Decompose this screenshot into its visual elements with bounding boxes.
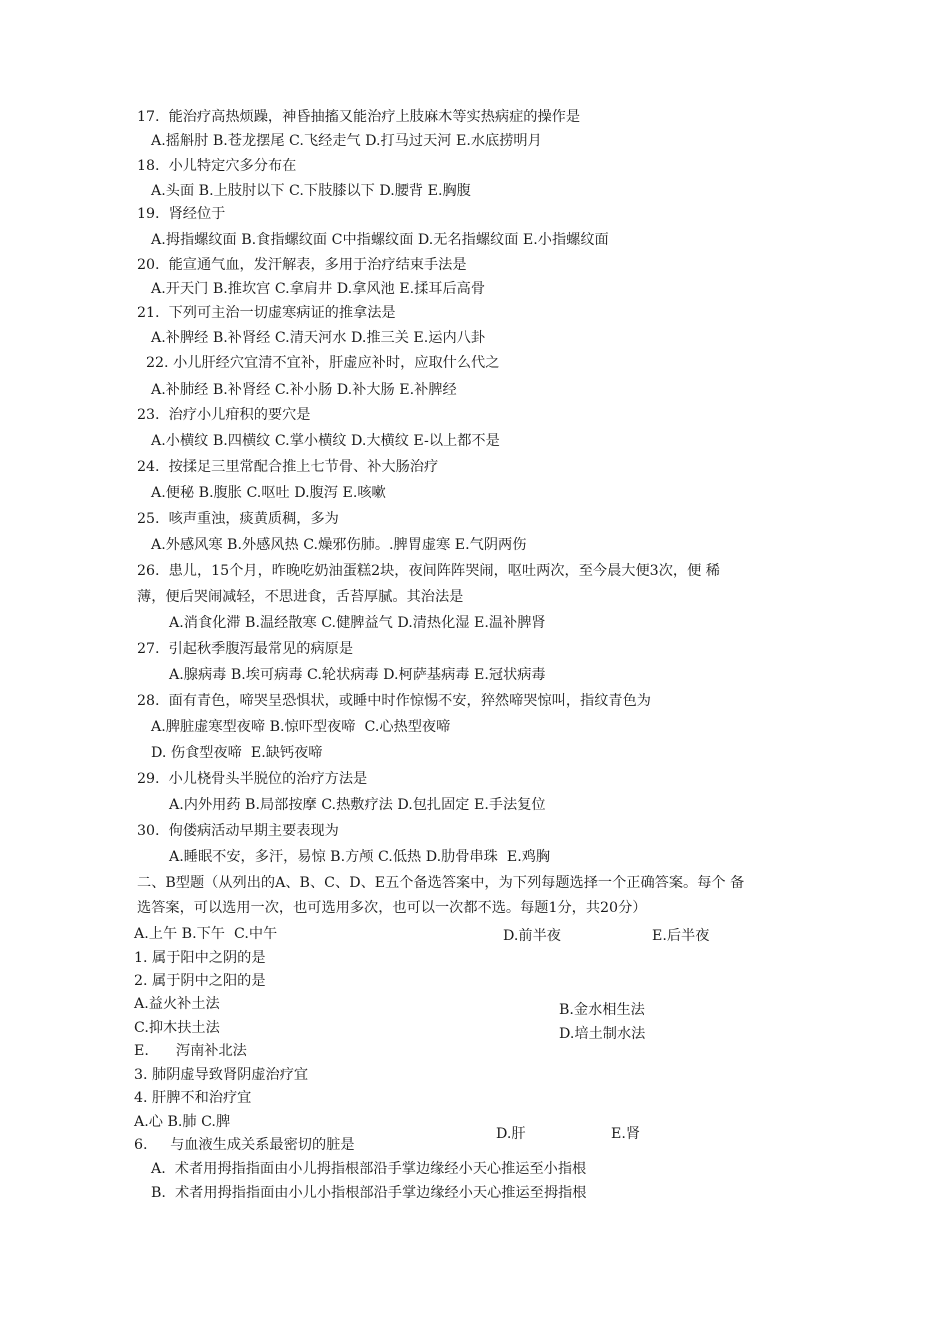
- group2-option-c: C.抑木扶土法: [134, 1020, 220, 1036]
- options-17: A.摇斛肘 B.苍龙摆尾 C.飞经走气 D.打马过天河 E.水底捞明月: [151, 133, 542, 149]
- options-24: A.便秘 B.腹胀 C.呕吐 D.腹泻 E.咳嗽: [151, 485, 386, 501]
- options-23: A.小横纹 B.四横纹 C.掌小横纹 D.大横纹 E-以上都不是: [151, 433, 500, 449]
- question-22: 22. 小儿肝经穴宜清不宜补，肝虚应补时，应取什么代之: [146, 355, 500, 371]
- options-28-cont: D. 伤食型夜啼 E.缺钙夜啼: [151, 745, 323, 761]
- b-question-6: 6. 与血液生成关系最密切的脏是: [134, 1137, 355, 1153]
- group1-option-d: D.前半夜: [503, 928, 561, 944]
- b-question-1: 1. 属于阳中之阴的是: [134, 950, 266, 966]
- question-21: 21. 下列可主治一切虚寒病证的推拿法是: [137, 305, 396, 321]
- options-28: A.脾脏虚寒型夜啼 B.惊吓型夜啼 C.心热型夜啼: [151, 719, 451, 735]
- question-30: 30. 佝偻病活动早期主要表现为: [137, 823, 339, 839]
- options-25: A.外感风寒 B.外感风热 C.燥邪伤肺。.脾胃虚寒 E.气阴两伤: [151, 537, 527, 553]
- options-30: A.睡眠不安，多汗，易惊 B.方颅 C.低热 D.肋骨串珠 E.鸡胸: [169, 849, 551, 865]
- question-24: 24. 按揉足三里常配合推上七节骨、补大肠治疗: [137, 459, 439, 475]
- question-28: 28. 面有青色，啼哭呈恐惧状，或睡中时作惊惕不安，猝然啼哭惊叫，指纹青色为: [137, 693, 651, 709]
- options-27: A.腺病毒 B.埃可病毒 C.轮状病毒 D.柯萨基病毒 E.冠状病毒: [169, 667, 546, 683]
- question-19: 19. 肾经位于: [137, 206, 226, 222]
- options-29: A.内外用药 B.局部按摩 C.热敷疗法 D.包扎固定 E.手法复位: [169, 797, 546, 813]
- question-17: 17. 能治疗高热烦躁，神昏抽搐又能治疗上肢麻木等实热病症的操作是: [137, 109, 581, 125]
- question-20: 20. 能宣通气血，发汗解表，多用于治疗结束手法是: [137, 257, 467, 273]
- group1-option-e: E.后半夜: [652, 928, 710, 944]
- group2-option-d: D.培土制水法: [559, 1026, 646, 1042]
- options-21: A.补脾经 B.补肾经 C.清天河水 D.推三关 E.运内八卦: [151, 330, 486, 346]
- options-26: A.消食化滞 B.温经散寒 C.健脾益气 D.清热化湿 E.温补脾肾: [169, 615, 546, 631]
- question-27: 27. 引起秋季腹泻最常见的病原是: [137, 641, 354, 657]
- group3-option-e: E.肾: [611, 1126, 641, 1142]
- group2-option-b: B.金水相生法: [559, 1002, 645, 1018]
- group1-options-abc: A.上午 B.下午 C.中午: [134, 926, 278, 942]
- options-20: A.开天门 B.推坎宫 C.拿肩井 D.拿风池 E.揉耳后高骨: [151, 281, 486, 297]
- b-question-4: 4. 肝脾不和治疗宜: [134, 1090, 252, 1106]
- question-26: 26. 患儿，15个月，昨晚吃奶油蛋糕2块，夜间阵阵哭闹，呕吐两次，至今晨大便3次，便 稀: [137, 563, 720, 579]
- question-18: 18. 小儿特定穴多分布在: [137, 158, 297, 174]
- question-29: 29. 小儿桡骨头半脱位的治疗方法是: [137, 771, 368, 787]
- b-question-2: 2. 属于阴中之阳的是: [134, 973, 266, 989]
- question-23: 23. 治疗小儿疳积的要穴是: [137, 407, 311, 423]
- section-b-heading: 二、B型题（从列出的A、B、C、D、E五个备选答案中，为下列每题选择一个正确答案。每个 备: [137, 875, 745, 891]
- group3-option-d: D.肝: [496, 1126, 526, 1142]
- final-option-b: B. 术者用拇指指面由小儿小指根部沿手掌边缘经小天心推运至拇指根: [151, 1185, 587, 1201]
- group2-option-a: A.益火补土法: [134, 996, 220, 1012]
- options-19: A.拇指螺纹面 B.食指螺纹面 C中指螺纹面 D.无名指螺纹面 E.小指螺纹面: [151, 232, 609, 248]
- final-option-a: A. 术者用拇指指面由小儿拇指根部沿手掌边缘经小天心推运至小指根: [151, 1161, 587, 1177]
- group2-option-e: E. 泻南补北法: [134, 1043, 247, 1059]
- question-25: 25. 咳声重浊，痰黄质稠，多为: [137, 511, 339, 527]
- section-b-heading-cont: 选答案，可以选用一次，也可选用多次，也可以一次都不选。每题1分，共20分）: [137, 900, 647, 916]
- options-18: A.头面 B.上肢肘以下 C.下肢膝以下 D.腰背 E.胸腹: [151, 183, 471, 199]
- options-22: A.补肺经 B.补肾经 C.补小肠 D.补大肠 E.补脾经: [151, 382, 457, 398]
- b-question-3: 3. 肺阴虚导致肾阴虚治疗宜: [134, 1067, 309, 1083]
- question-26-cont: 薄，便后哭闹减轻，不思进食，舌苔厚腻。其治法是: [137, 589, 464, 605]
- group3-options-abc: A.心 B.肺 C.脾: [134, 1114, 231, 1130]
